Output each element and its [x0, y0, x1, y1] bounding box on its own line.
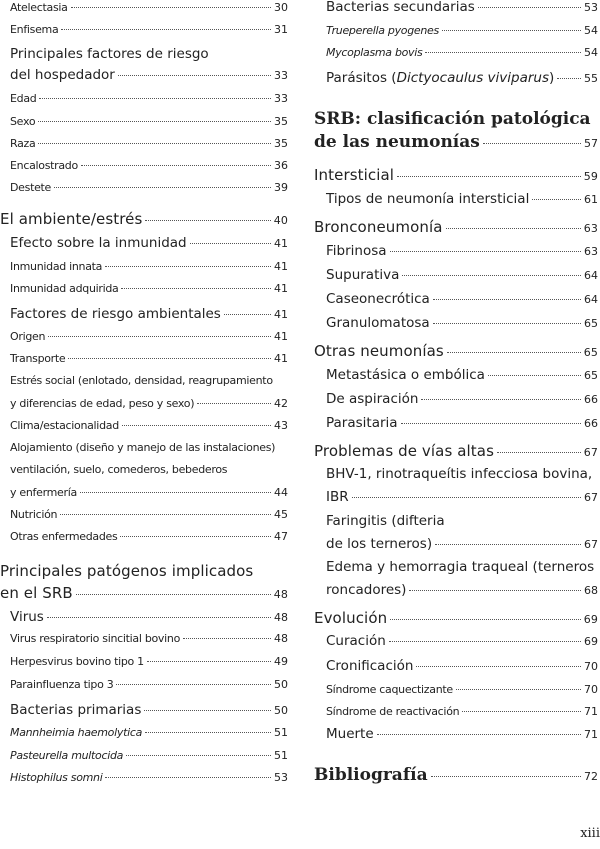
toc-entry[interactable]: Herpesvirus bovino tipo 1 49 — [10, 655, 288, 668]
toc-entry[interactable]: Mannheimia haemolytica 51 — [10, 726, 288, 739]
toc-entry[interactable]: Encalostrado 36 — [10, 159, 288, 172]
toc-entry[interactable]: Virus respiratorio sincitial bovino 48 — [10, 632, 288, 645]
toc-entry[interactable]: Edad 33 — [10, 92, 288, 105]
toc-entry[interactable]: del hospedador 33 — [10, 67, 288, 83]
toc-entry-chapter[interactable]: de las neumonías 57 — [314, 132, 598, 152]
toc-entry[interactable]: Origen 41 — [10, 330, 288, 343]
toc-entry[interactable]: Sexo 35 — [10, 115, 288, 128]
toc-entry-line: Principales factores de riesgo — [10, 46, 209, 62]
toc-entry-chapter[interactable]: Problemas de vías altas 67 — [314, 442, 598, 460]
toc-entry[interactable]: Caseonecrótica 64 — [326, 291, 598, 307]
toc-entry[interactable]: Bacterias secundarias 53 — [326, 0, 598, 15]
toc-entry[interactable]: Clima/estacionalidad 43 — [10, 419, 288, 432]
toc-entry[interactable]: De aspiración 66 — [326, 391, 598, 407]
toc-entry[interactable]: Destete 39 — [10, 181, 288, 194]
toc-entry[interactable]: Fibrinosa 63 — [326, 243, 598, 259]
toc-entry-chapter[interactable]: Otras neumonías 65 — [314, 342, 598, 360]
page-number: xiii — [580, 826, 600, 841]
toc-entry[interactable]: Curación 69 — [326, 633, 598, 649]
toc-entry[interactable]: Efecto sobre la inmunidad 41 — [10, 235, 288, 251]
toc-entry-line: Edema y hemorragia traqueal (terneros — [326, 559, 595, 575]
toc-entry[interactable]: Muerte 71 — [326, 726, 598, 742]
toc-entry[interactable]: Parainfluenza tipo 3 50 — [10, 678, 288, 691]
toc-entry[interactable]: Cronificación 70 — [326, 658, 598, 674]
toc-entry-chapter[interactable]: Intersticial 59 — [314, 166, 598, 184]
toc-entry-line: Faringitis (difteria — [326, 513, 445, 529]
toc-entry[interactable]: Transporte 41 — [10, 352, 288, 365]
toc-entry[interactable]: Supurativa 64 — [326, 267, 598, 283]
toc-entry[interactable]: Nutrición 45 — [10, 508, 288, 521]
toc-entry[interactable]: Otras enfermedades 47 — [10, 530, 288, 543]
toc-entry-chapter[interactable]: Bibliografía 72 — [314, 765, 598, 785]
toc-entry[interactable]: Pasteurella multocida 51 — [10, 749, 288, 762]
toc-entry[interactable]: Síndrome de reactivación 71 — [326, 705, 598, 718]
toc-entry[interactable]: Histophilus somni 53 — [10, 771, 288, 784]
toc-entry-line: ventilación, suelo, comederos, bebederos — [10, 463, 228, 476]
toc-entry[interactable]: Metastásica o embólica 65 — [326, 367, 598, 383]
toc-entry-chapter[interactable]: Bronconeumonía 63 — [314, 218, 598, 236]
toc-entry[interactable]: Tipos de neumonía intersticial 61 — [326, 191, 598, 207]
toc-entry-line: Estrés social (enlotado, densidad, reagrupamiento — [10, 374, 273, 387]
toc-entry[interactable]: Mycoplasma bovis 54 — [326, 46, 598, 59]
toc-entry[interactable]: y enfermería 44 — [10, 486, 288, 499]
toc-entry[interactable]: Síndrome caquectizante 70 — [326, 683, 598, 696]
toc-entry[interactable]: de los terneros) 67 — [326, 536, 598, 552]
toc-entry-chapter[interactable]: Evolución 69 — [314, 609, 598, 627]
toc-entry[interactable]: y diferencias de edad, peso y sexo) 42 — [10, 397, 288, 410]
toc-entry[interactable]: Atelectasia 30 — [10, 1, 288, 14]
toc-entry-chapter[interactable]: en el SRB 48 — [0, 584, 288, 602]
toc-entry[interactable]: Granulomatosa 65 — [326, 315, 598, 331]
toc-entry[interactable]: Enfisema 31 — [10, 23, 288, 36]
toc-entry-chapter[interactable]: El ambiente/estrés 40 — [0, 210, 288, 228]
toc-entry[interactable]: Inmunidad adquirida 41 — [10, 282, 288, 295]
toc-entry-line: Principales patógenos implicados — [0, 562, 254, 580]
toc-entry[interactable]: Inmunidad innata 41 — [10, 260, 288, 273]
toc-entry[interactable]: Parásitos (Dictyocaulus viviparus) 55 — [326, 70, 598, 86]
toc-entry[interactable]: Virus 48 — [10, 609, 288, 625]
toc-entry-line: SRB: clasificación patológica — [314, 109, 591, 129]
toc-entry-line: Alojamiento (diseño y manejo de las instalaciones) — [10, 441, 276, 454]
toc-entry[interactable]: Raza 35 — [10, 137, 288, 150]
toc-entry[interactable]: Parasitaria 66 — [326, 415, 598, 431]
toc-entry[interactable]: IBR 67 — [326, 489, 598, 505]
toc-entry[interactable]: roncadores) 68 — [326, 582, 598, 598]
toc-entry-line: BHV-1, rinotraqueítis infecciosa bovina, — [326, 466, 593, 482]
toc-entry[interactable]: Trueperella pyogenes 54 — [326, 24, 598, 37]
toc-entry[interactable]: Factores de riesgo ambientales 41 — [10, 306, 288, 322]
toc-entry[interactable]: Bacterias primarias 50 — [10, 702, 288, 718]
